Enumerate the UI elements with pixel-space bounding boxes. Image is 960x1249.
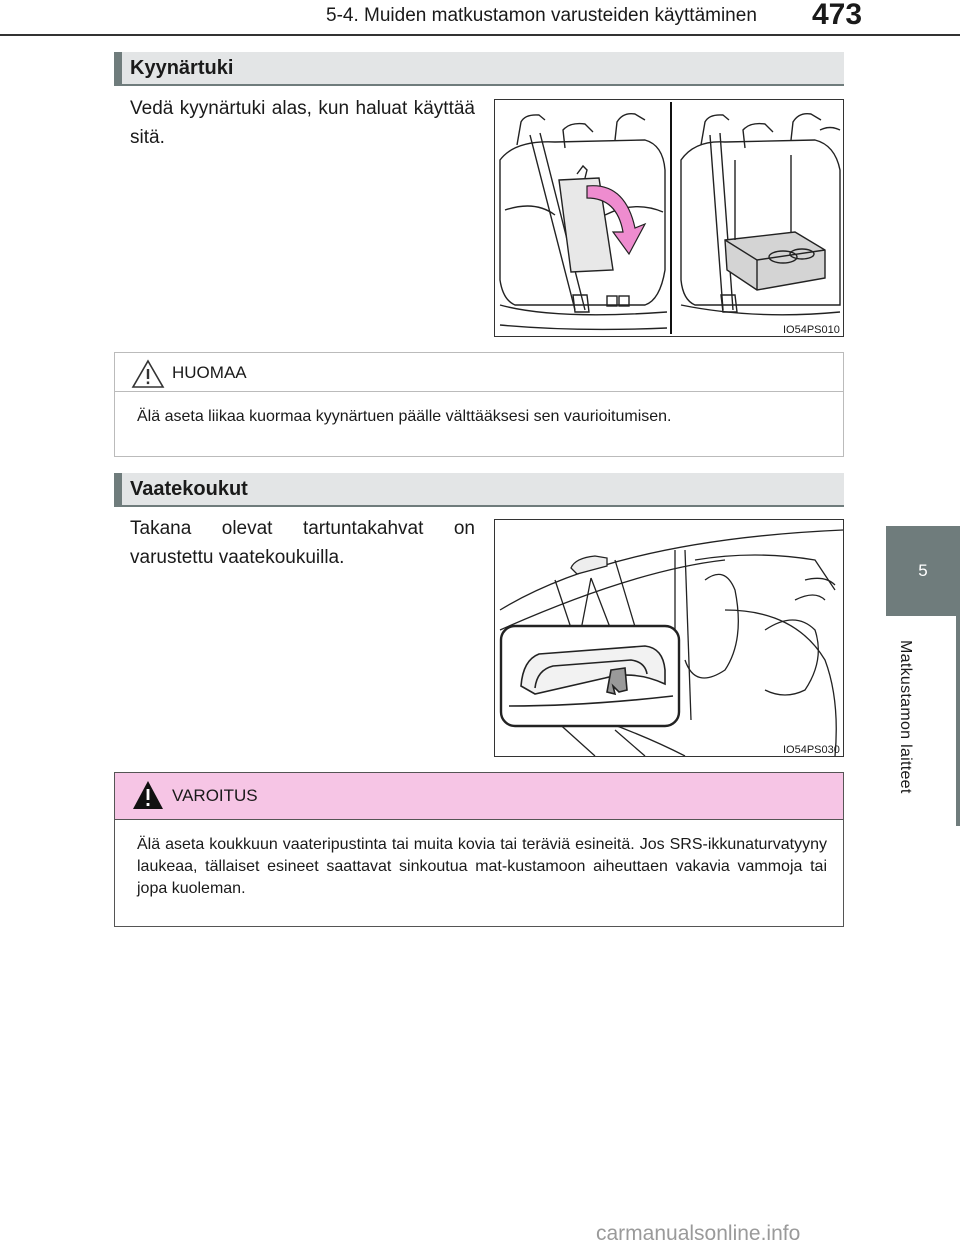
section-heading-coat-hooks — [114, 473, 844, 507]
coat-hook-illustration — [494, 519, 844, 757]
figure-code: IO54PS030 — [783, 744, 840, 756]
notice-label: HUOMAA — [172, 363, 247, 382]
coat-hooks-instructions: Takana olevat tartuntakahvat on varustettu vaatekoukuilla. — [130, 518, 475, 568]
page-number: 473 — [812, 0, 863, 31]
warning-filled-icon — [131, 779, 165, 811]
warning-header — [115, 773, 843, 820]
notice-header — [115, 353, 843, 392]
warning-label: VAROITUS — [172, 786, 258, 805]
notice-box — [114, 352, 844, 457]
header-divider — [0, 34, 960, 36]
section-heading-text: Kyynärtuki — [130, 57, 234, 79]
coat-hook-drawing — [495, 520, 843, 756]
armrest-instructions: Vedä kyynärtuki alas, kun haluat käyttää sitä. — [130, 98, 475, 148]
figure-code: IO54PS010 — [783, 324, 840, 336]
chapter-title: Matkustamon laitteet — [897, 640, 914, 794]
chapter-tab-edge — [956, 526, 960, 826]
caution-outline-icon — [131, 359, 165, 389]
page-header — [0, 0, 960, 42]
footer-watermark: carmanualsonline.info — [596, 1222, 801, 1245]
section-heading-text: Vaatekoukut — [130, 478, 248, 500]
section-breadcrumb: 5-4. Muiden matkustamon varusteiden käyttäminen — [326, 5, 757, 26]
armrest-illustration — [494, 99, 844, 337]
section-heading-armrest — [114, 52, 844, 86]
warning-box — [114, 772, 844, 927]
notice-text: Älä aseta liikaa kuormaa kyynärtuen päälle välttääksesi sen vaurioitumisen. — [137, 408, 672, 425]
chapter-tab: 5 — [886, 526, 960, 616]
warning-text: Älä aseta koukkuun vaateripustinta tai muita kovia tai teräviä esineitä. Jos SRS-ikkunaturvatyyny laukeaa, tällaiset esineet saattavat sinkoutua mat-kustamoon aiheuttaen vakavia vammoja tai jopa kuoleman. — [137, 836, 827, 897]
armrest-drawing — [495, 100, 843, 336]
